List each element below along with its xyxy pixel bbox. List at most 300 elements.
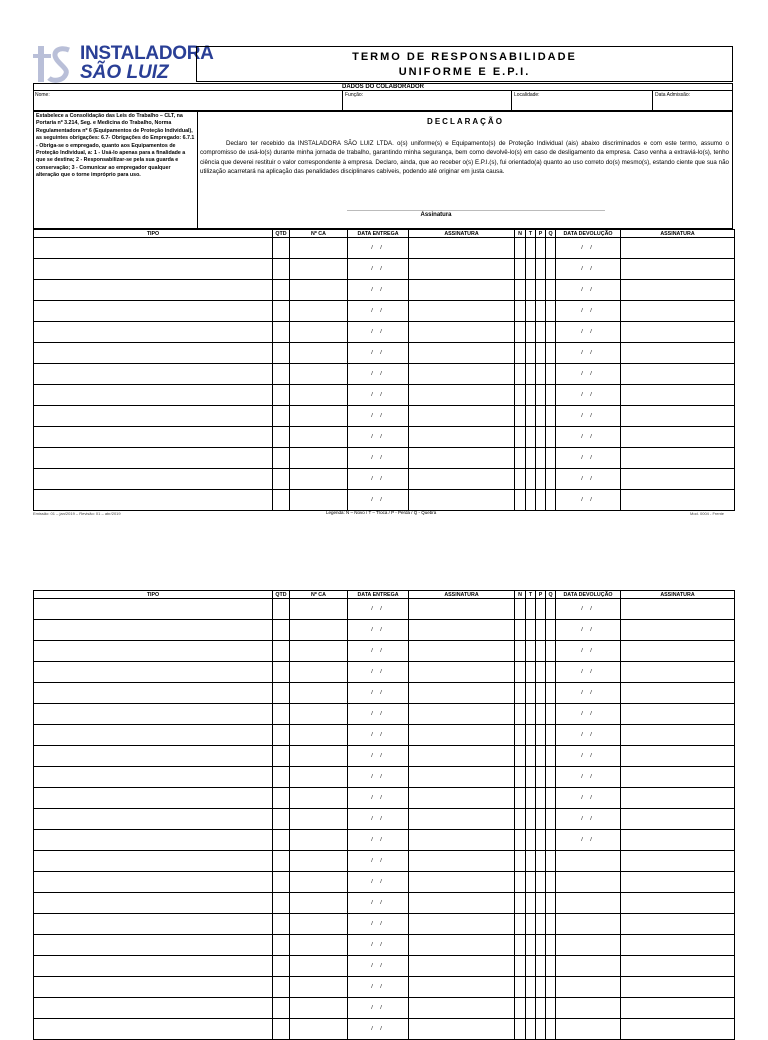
table-cell[interactable] xyxy=(526,809,536,830)
table-cell[interactable] xyxy=(621,406,735,427)
table-cell[interactable] xyxy=(556,935,621,956)
table-cell[interactable] xyxy=(536,830,546,851)
table-cell[interactable] xyxy=(526,322,536,343)
table-cell[interactable] xyxy=(546,767,556,788)
table-cell[interactable] xyxy=(273,893,290,914)
table-cell[interactable] xyxy=(409,641,515,662)
table-cell[interactable] xyxy=(621,662,735,683)
table-cell[interactable] xyxy=(34,469,273,490)
table-cell[interactable] xyxy=(348,935,409,956)
table-cell[interactable] xyxy=(556,406,621,427)
table-cell[interactable] xyxy=(348,448,409,469)
table-cell[interactable] xyxy=(536,259,546,280)
table-cell[interactable] xyxy=(409,620,515,641)
table-cell[interactable] xyxy=(34,662,273,683)
table-cell[interactable] xyxy=(348,364,409,385)
table-cell[interactable] xyxy=(348,641,409,662)
table-cell[interactable] xyxy=(515,469,526,490)
table-cell[interactable] xyxy=(546,641,556,662)
table-cell[interactable] xyxy=(409,259,515,280)
table-cell[interactable] xyxy=(290,935,348,956)
table-cell[interactable] xyxy=(290,788,348,809)
table-cell[interactable] xyxy=(515,935,526,956)
table-cell[interactable] xyxy=(348,322,409,343)
table-cell[interactable] xyxy=(290,620,348,641)
table-cell[interactable] xyxy=(34,448,273,469)
table-cell[interactable] xyxy=(348,914,409,935)
table-cell[interactable] xyxy=(348,683,409,704)
table-cell[interactable] xyxy=(621,641,735,662)
table-cell[interactable] xyxy=(536,490,546,511)
table-cell[interactable] xyxy=(556,851,621,872)
table-cell[interactable] xyxy=(290,683,348,704)
table-cell[interactable] xyxy=(348,704,409,725)
table-cell[interactable] xyxy=(536,704,546,725)
table-cell[interactable] xyxy=(348,809,409,830)
table-cell[interactable] xyxy=(621,259,735,280)
table-cell[interactable] xyxy=(515,259,526,280)
table-cell[interactable] xyxy=(273,683,290,704)
table-cell[interactable] xyxy=(273,406,290,427)
table-cell[interactable] xyxy=(546,935,556,956)
table-cell[interactable] xyxy=(546,427,556,448)
table-cell[interactable] xyxy=(556,343,621,364)
table-cell[interactable] xyxy=(546,343,556,364)
table-cell[interactable] xyxy=(536,662,546,683)
table-cell[interactable] xyxy=(348,662,409,683)
table-cell[interactable] xyxy=(556,788,621,809)
table-cell[interactable] xyxy=(556,385,621,406)
table-cell[interactable] xyxy=(621,977,735,998)
table-cell[interactable] xyxy=(515,704,526,725)
table-cell[interactable] xyxy=(546,490,556,511)
table-cell[interactable] xyxy=(273,469,290,490)
table-cell[interactable] xyxy=(348,599,409,620)
table-cell[interactable] xyxy=(526,977,536,998)
table-cell[interactable] xyxy=(536,977,546,998)
table-cell[interactable] xyxy=(556,238,621,259)
table-cell[interactable] xyxy=(526,599,536,620)
table-cell[interactable] xyxy=(273,872,290,893)
table-cell[interactable] xyxy=(409,935,515,956)
table-cell[interactable] xyxy=(273,998,290,1019)
table-cell[interactable] xyxy=(546,322,556,343)
table-cell[interactable] xyxy=(526,385,536,406)
table-cell[interactable] xyxy=(621,767,735,788)
table-cell[interactable] xyxy=(515,448,526,469)
table-cell[interactable] xyxy=(409,599,515,620)
table-cell[interactable] xyxy=(526,343,536,364)
table-cell[interactable] xyxy=(556,809,621,830)
table-cell[interactable] xyxy=(273,448,290,469)
table-cell[interactable] xyxy=(621,448,735,469)
table-cell[interactable] xyxy=(409,662,515,683)
table-cell[interactable] xyxy=(526,725,536,746)
table-cell[interactable] xyxy=(621,893,735,914)
table-cell[interactable] xyxy=(409,427,515,448)
table-cell[interactable] xyxy=(348,977,409,998)
table-cell[interactable] xyxy=(621,469,735,490)
table-cell[interactable] xyxy=(290,364,348,385)
table-cell[interactable] xyxy=(290,259,348,280)
table-cell[interactable] xyxy=(536,620,546,641)
table-cell[interactable] xyxy=(546,364,556,385)
table-cell[interactable] xyxy=(273,259,290,280)
table-cell[interactable] xyxy=(290,662,348,683)
table-cell[interactable] xyxy=(556,448,621,469)
table-cell[interactable] xyxy=(536,893,546,914)
table-cell[interactable] xyxy=(34,301,273,322)
table-cell[interactable] xyxy=(546,683,556,704)
table-cell[interactable] xyxy=(526,469,536,490)
table-cell[interactable] xyxy=(546,620,556,641)
table-cell[interactable] xyxy=(348,788,409,809)
table-cell[interactable] xyxy=(526,448,536,469)
table-cell[interactable] xyxy=(546,448,556,469)
table-cell[interactable] xyxy=(526,704,536,725)
table-cell[interactable] xyxy=(34,704,273,725)
table-cell[interactable] xyxy=(515,364,526,385)
table-cell[interactable] xyxy=(556,683,621,704)
table-cell[interactable] xyxy=(536,746,546,767)
table-cell[interactable] xyxy=(409,998,515,1019)
table-cell[interactable] xyxy=(536,280,546,301)
table-cell[interactable] xyxy=(34,343,273,364)
table-cell[interactable] xyxy=(556,767,621,788)
table-cell[interactable] xyxy=(536,935,546,956)
table-cell[interactable] xyxy=(621,322,735,343)
table-cell[interactable] xyxy=(348,385,409,406)
table-cell[interactable] xyxy=(348,746,409,767)
table-cell[interactable] xyxy=(34,725,273,746)
table-cell[interactable] xyxy=(290,956,348,977)
table-cell[interactable] xyxy=(536,427,546,448)
table-cell[interactable] xyxy=(526,935,536,956)
table-cell[interactable] xyxy=(290,343,348,364)
table-cell[interactable] xyxy=(546,1019,556,1040)
table-cell[interactable] xyxy=(290,1019,348,1040)
table-cell[interactable] xyxy=(34,490,273,511)
name-field[interactable]: Nome: xyxy=(33,91,343,111)
table-cell[interactable] xyxy=(621,620,735,641)
table-cell[interactable] xyxy=(290,914,348,935)
table-cell[interactable] xyxy=(546,809,556,830)
table-cell[interactable] xyxy=(515,427,526,448)
table-cell[interactable] xyxy=(515,322,526,343)
table-cell[interactable] xyxy=(546,704,556,725)
table-cell[interactable] xyxy=(515,662,526,683)
table-cell[interactable] xyxy=(409,343,515,364)
table-cell[interactable] xyxy=(273,620,290,641)
table-cell[interactable] xyxy=(515,767,526,788)
table-cell[interactable] xyxy=(34,977,273,998)
table-cell[interactable] xyxy=(409,385,515,406)
table-cell[interactable] xyxy=(526,662,536,683)
table-cell[interactable] xyxy=(348,1019,409,1040)
table-cell[interactable] xyxy=(526,238,536,259)
table-cell[interactable] xyxy=(621,809,735,830)
table-cell[interactable] xyxy=(273,364,290,385)
table-cell[interactable] xyxy=(34,809,273,830)
table-cell[interactable] xyxy=(621,343,735,364)
table-cell[interactable] xyxy=(556,259,621,280)
table-cell[interactable] xyxy=(273,725,290,746)
table-cell[interactable] xyxy=(526,406,536,427)
table-cell[interactable] xyxy=(556,469,621,490)
table-cell[interactable] xyxy=(526,1019,536,1040)
table-cell[interactable] xyxy=(546,788,556,809)
table-cell[interactable] xyxy=(273,830,290,851)
table-cell[interactable] xyxy=(34,872,273,893)
table-cell[interactable] xyxy=(273,641,290,662)
table-cell[interactable] xyxy=(515,956,526,977)
table-cell[interactable] xyxy=(34,280,273,301)
table-cell[interactable] xyxy=(290,599,348,620)
table-cell[interactable] xyxy=(556,830,621,851)
table-cell[interactable] xyxy=(621,238,735,259)
table-cell[interactable] xyxy=(273,851,290,872)
table-cell[interactable] xyxy=(273,490,290,511)
table-cell[interactable] xyxy=(556,914,621,935)
table-cell[interactable] xyxy=(621,490,735,511)
table-cell[interactable] xyxy=(34,851,273,872)
table-cell[interactable] xyxy=(273,809,290,830)
table-cell[interactable] xyxy=(348,767,409,788)
table-cell[interactable] xyxy=(290,238,348,259)
table-cell[interactable] xyxy=(348,893,409,914)
table-cell[interactable] xyxy=(409,704,515,725)
table-cell[interactable] xyxy=(526,893,536,914)
table-cell[interactable] xyxy=(526,746,536,767)
table-cell[interactable] xyxy=(526,998,536,1019)
table-cell[interactable] xyxy=(34,935,273,956)
table-cell[interactable] xyxy=(34,238,273,259)
table-cell[interactable] xyxy=(556,280,621,301)
table-cell[interactable] xyxy=(515,280,526,301)
table-cell[interactable] xyxy=(348,427,409,448)
table-cell[interactable] xyxy=(621,683,735,704)
table-cell[interactable] xyxy=(621,427,735,448)
table-cell[interactable] xyxy=(409,238,515,259)
table-cell[interactable] xyxy=(515,809,526,830)
table-cell[interactable] xyxy=(536,788,546,809)
table-cell[interactable] xyxy=(273,767,290,788)
table-cell[interactable] xyxy=(348,259,409,280)
table-cell[interactable] xyxy=(409,956,515,977)
table-cell[interactable] xyxy=(273,322,290,343)
table-cell[interactable] xyxy=(536,301,546,322)
table-cell[interactable] xyxy=(621,725,735,746)
table-cell[interactable] xyxy=(409,406,515,427)
table-cell[interactable] xyxy=(290,427,348,448)
table-cell[interactable] xyxy=(546,662,556,683)
table-cell[interactable] xyxy=(409,364,515,385)
table-cell[interactable] xyxy=(556,872,621,893)
table-cell[interactable] xyxy=(536,683,546,704)
table-cell[interactable] xyxy=(348,830,409,851)
table-cell[interactable] xyxy=(621,998,735,1019)
table-cell[interactable] xyxy=(273,956,290,977)
table-cell[interactable] xyxy=(621,872,735,893)
table-cell[interactable] xyxy=(290,385,348,406)
table-cell[interactable] xyxy=(556,301,621,322)
table-cell[interactable] xyxy=(515,385,526,406)
table-cell[interactable] xyxy=(348,490,409,511)
table-cell[interactable] xyxy=(546,998,556,1019)
table-cell[interactable] xyxy=(621,788,735,809)
table-cell[interactable] xyxy=(621,851,735,872)
table-cell[interactable] xyxy=(273,385,290,406)
table-cell[interactable] xyxy=(556,893,621,914)
table-cell[interactable] xyxy=(621,746,735,767)
table-cell[interactable] xyxy=(409,914,515,935)
table-cell[interactable] xyxy=(409,683,515,704)
table-cell[interactable] xyxy=(409,490,515,511)
table-cell[interactable] xyxy=(536,725,546,746)
table-cell[interactable] xyxy=(273,599,290,620)
table-cell[interactable] xyxy=(273,935,290,956)
table-cell[interactable] xyxy=(536,385,546,406)
table-cell[interactable] xyxy=(556,427,621,448)
table-cell[interactable] xyxy=(515,998,526,1019)
table-cell[interactable] xyxy=(409,746,515,767)
table-cell[interactable] xyxy=(536,914,546,935)
table-cell[interactable] xyxy=(34,1019,273,1040)
table-cell[interactable] xyxy=(409,448,515,469)
table-cell[interactable] xyxy=(515,788,526,809)
table-cell[interactable] xyxy=(536,364,546,385)
table-cell[interactable] xyxy=(515,406,526,427)
table-cell[interactable] xyxy=(409,280,515,301)
table-cell[interactable] xyxy=(556,662,621,683)
table-cell[interactable] xyxy=(621,935,735,956)
table-cell[interactable] xyxy=(34,364,273,385)
table-cell[interactable] xyxy=(515,914,526,935)
table-cell[interactable] xyxy=(409,1019,515,1040)
table-cell[interactable] xyxy=(536,322,546,343)
table-cell[interactable] xyxy=(546,259,556,280)
table-cell[interactable] xyxy=(556,746,621,767)
table-cell[interactable] xyxy=(621,1019,735,1040)
table-cell[interactable] xyxy=(34,767,273,788)
table-cell[interactable] xyxy=(536,767,546,788)
table-cell[interactable] xyxy=(409,767,515,788)
table-cell[interactable] xyxy=(348,620,409,641)
table-cell[interactable] xyxy=(348,851,409,872)
table-cell[interactable] xyxy=(546,725,556,746)
table-cell[interactable] xyxy=(34,620,273,641)
table-cell[interactable] xyxy=(348,725,409,746)
table-cell[interactable] xyxy=(556,364,621,385)
table-cell[interactable] xyxy=(348,469,409,490)
table-cell[interactable] xyxy=(273,746,290,767)
table-cell[interactable] xyxy=(546,977,556,998)
table-cell[interactable] xyxy=(546,406,556,427)
table-cell[interactable] xyxy=(515,725,526,746)
table-cell[interactable] xyxy=(515,851,526,872)
table-cell[interactable] xyxy=(515,343,526,364)
table-cell[interactable] xyxy=(556,1019,621,1040)
table-cell[interactable] xyxy=(526,851,536,872)
table-cell[interactable] xyxy=(526,641,536,662)
table-cell[interactable] xyxy=(515,977,526,998)
table-cell[interactable] xyxy=(526,788,536,809)
table-cell[interactable] xyxy=(621,599,735,620)
table-cell[interactable] xyxy=(556,490,621,511)
table-cell[interactable] xyxy=(526,914,536,935)
table-cell[interactable] xyxy=(348,956,409,977)
table-cell[interactable] xyxy=(348,998,409,1019)
table-cell[interactable] xyxy=(536,998,546,1019)
table-cell[interactable] xyxy=(34,893,273,914)
table-cell[interactable] xyxy=(515,872,526,893)
table-cell[interactable] xyxy=(546,599,556,620)
table-cell[interactable] xyxy=(546,238,556,259)
table-cell[interactable] xyxy=(348,301,409,322)
table-cell[interactable] xyxy=(34,385,273,406)
table-cell[interactable] xyxy=(34,788,273,809)
table-cell[interactable] xyxy=(515,641,526,662)
table-cell[interactable] xyxy=(515,1019,526,1040)
table-cell[interactable] xyxy=(290,767,348,788)
table-cell[interactable] xyxy=(409,851,515,872)
table-cell[interactable] xyxy=(515,238,526,259)
table-cell[interactable] xyxy=(273,914,290,935)
table-cell[interactable] xyxy=(348,406,409,427)
table-cell[interactable] xyxy=(526,683,536,704)
table-cell[interactable] xyxy=(290,704,348,725)
table-cell[interactable] xyxy=(556,620,621,641)
table-cell[interactable] xyxy=(526,301,536,322)
table-cell[interactable] xyxy=(34,998,273,1019)
table-cell[interactable] xyxy=(515,683,526,704)
table-cell[interactable] xyxy=(536,406,546,427)
table-cell[interactable] xyxy=(273,238,290,259)
table-cell[interactable] xyxy=(621,301,735,322)
table-cell[interactable] xyxy=(526,364,536,385)
table-cell[interactable] xyxy=(556,599,621,620)
table-cell[interactable] xyxy=(536,343,546,364)
table-cell[interactable] xyxy=(515,893,526,914)
table-cell[interactable] xyxy=(526,956,536,977)
table-cell[interactable] xyxy=(34,914,273,935)
table-cell[interactable] xyxy=(409,809,515,830)
table-cell[interactable] xyxy=(515,301,526,322)
table-cell[interactable] xyxy=(546,385,556,406)
table-cell[interactable] xyxy=(526,872,536,893)
table-cell[interactable] xyxy=(536,448,546,469)
table-cell[interactable] xyxy=(290,280,348,301)
table-cell[interactable] xyxy=(34,259,273,280)
table-cell[interactable] xyxy=(409,788,515,809)
table-cell[interactable] xyxy=(34,599,273,620)
table-cell[interactable] xyxy=(409,469,515,490)
table-cell[interactable] xyxy=(546,893,556,914)
table-cell[interactable] xyxy=(409,830,515,851)
table-cell[interactable] xyxy=(34,956,273,977)
table-cell[interactable] xyxy=(290,448,348,469)
table-cell[interactable] xyxy=(409,725,515,746)
table-cell[interactable] xyxy=(621,364,735,385)
table-cell[interactable] xyxy=(273,662,290,683)
table-cell[interactable] xyxy=(536,851,546,872)
table-cell[interactable] xyxy=(290,872,348,893)
table-cell[interactable] xyxy=(348,238,409,259)
table-cell[interactable] xyxy=(515,599,526,620)
table-cell[interactable] xyxy=(515,746,526,767)
table-cell[interactable] xyxy=(409,977,515,998)
table-cell[interactable] xyxy=(34,641,273,662)
